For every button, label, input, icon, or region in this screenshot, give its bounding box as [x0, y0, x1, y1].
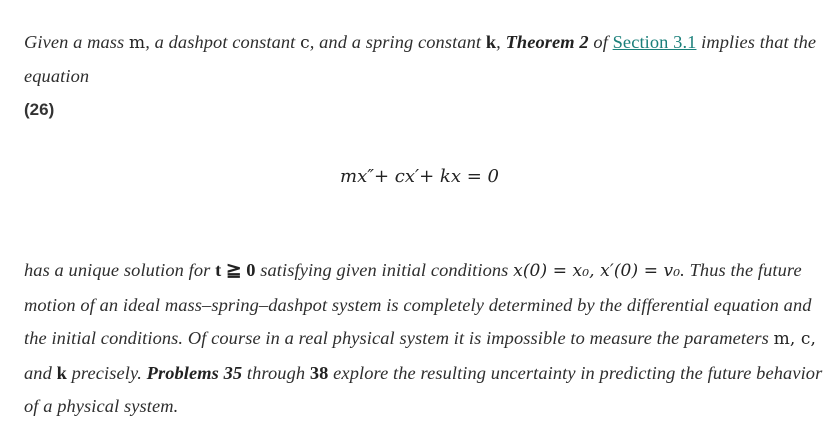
text-segment: through — [242, 362, 310, 383]
text-segment: has a unique solution for — [24, 260, 216, 281]
text-segment: and — [24, 362, 57, 383]
text-segment: Given a mass — [24, 32, 129, 53]
math-initial-conditions: x(0) = x₀, x′(0) = v₀ — [513, 261, 681, 282]
theorem-reference: Theorem 2 — [505, 32, 589, 53]
text-segment: , a dashpot constant — [145, 32, 301, 53]
text-segment: , and a spring constant — [309, 32, 486, 53]
text-segment: , — [496, 32, 506, 53]
text-segment: implies that the equation — [24, 32, 817, 87]
math-condition: t ≧ 0 — [215, 260, 256, 281]
text-segment: of — [588, 32, 613, 53]
problem-number: 38 — [309, 362, 329, 383]
text-segment: explore the resulting uncertainty in predicting the future behavior of a physical system. — [24, 362, 823, 417]
text-segment: . Thus the future motion of an ideal mass–spring–dashpot system is completely determined by the differential equation and the initial conditions. Of course in a real physical system it is impossible to measure the parameters — [24, 260, 812, 349]
math-spring: k — [485, 32, 497, 53]
math-mass: m — [129, 33, 146, 54]
display-equation: mx″+ cx′+ kx = 0 — [340, 166, 499, 187]
equation-number: (26) — [24, 100, 55, 119]
text-segment: precisely. — [66, 362, 147, 383]
section-link[interactable]: Section 3.1 — [612, 32, 697, 53]
body-paragraph — [24, 254, 824, 424]
text-segment: satisfying given initial conditions — [255, 260, 514, 281]
math-dashpot: c — [300, 33, 310, 54]
intro-paragraph — [24, 26, 824, 93]
problems-reference: Problems 35 — [146, 362, 243, 383]
math-spring: k — [56, 362, 67, 383]
math-parameters: m, c, — [773, 329, 816, 350]
